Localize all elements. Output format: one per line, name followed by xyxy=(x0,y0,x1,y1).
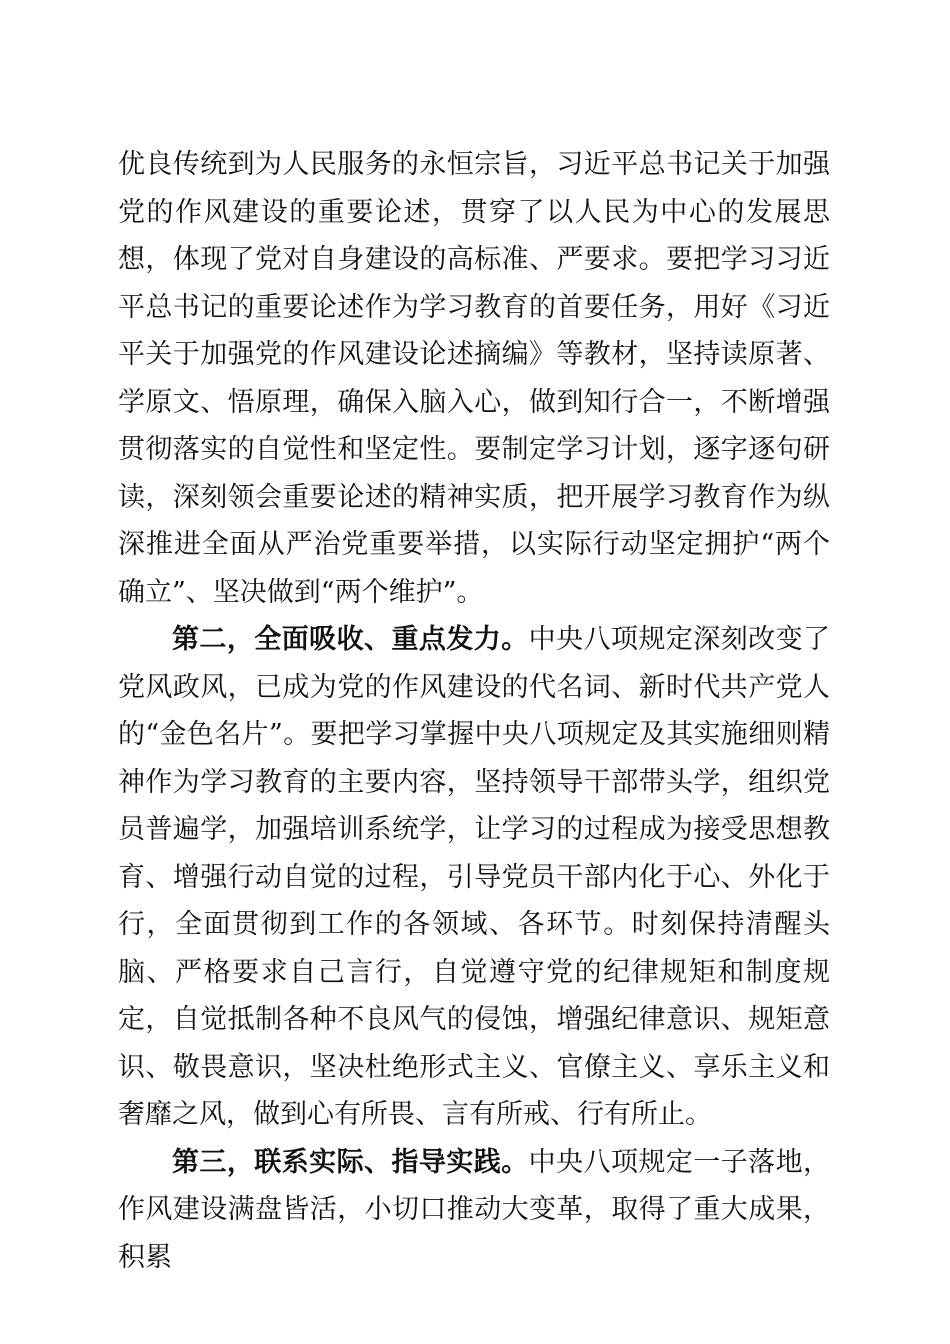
paragraph-1 xyxy=(118,141,830,616)
paragraph-3-lead: 第三，联系实际、指导实践。 xyxy=(172,1146,529,1178)
paragraph-2-text: 中央八项规定深刻改变了党风政风，已成为党的作风建设的代名词、新时代共产党人的“金色名片”。要把学习掌握中央八项规定及其实施细则精神作为学习教育的主要内容，坚持领导干部带头学，组织党员普遍学，加强培训系统学，让学习的过程成为接受思想教育、增强行动自觉的过程，引导党员干部内化于心、外化于行，全面贯彻到工作的各领域、各环节。时刻保持清醒头脑、严格要求自己言行，自觉遵守党的纪律规矩和制度规定，自觉抵制各种不良风气的侵蚀，增强纪律意识、规矩意识、敬畏意识，坚决杜绝形式主义、官僚主义、享乐主义和奢靡之风，做到心有所畏、言有所戒、行有所止。 xyxy=(118,624,831,1130)
document-body xyxy=(118,141,830,1281)
paragraph-3-text: 中央八项规定一子落地，作风建设满盘皆活，小切口推动大变革，取得了重大成果，积累 xyxy=(118,1146,831,1273)
paragraph-2-lead: 第二，全面吸收、重点发力。 xyxy=(172,624,529,655)
paragraph-3 xyxy=(118,1139,830,1282)
paragraph-1-text: 优良传统到为人民服务的永恒宗旨，习近平总书记关于加强党的作风建设的重要论述，贯穿了以人民为中心的发展思想，体现了党对自身建设的高标准、严要求。要把学习习近平总书记的重要论述作为学习教育的首要任务，用好《习近平关于加强党的作风建设论述摘编》等教材，坚持读原著、学原文、悟原理，确保入脑入心，做到知行合一，不断增强贯彻落实的自觉性和坚定性。要制定学习计划，逐字逐句研读，深刻领会重要论述的精神实质，把开展学习教育作为纵深推进全面从严治党重要举措，以实际行动坚定拥护“两个确立”、坚决做到“两个维护”。 xyxy=(118,149,830,608)
paragraph-2 xyxy=(118,616,830,1139)
